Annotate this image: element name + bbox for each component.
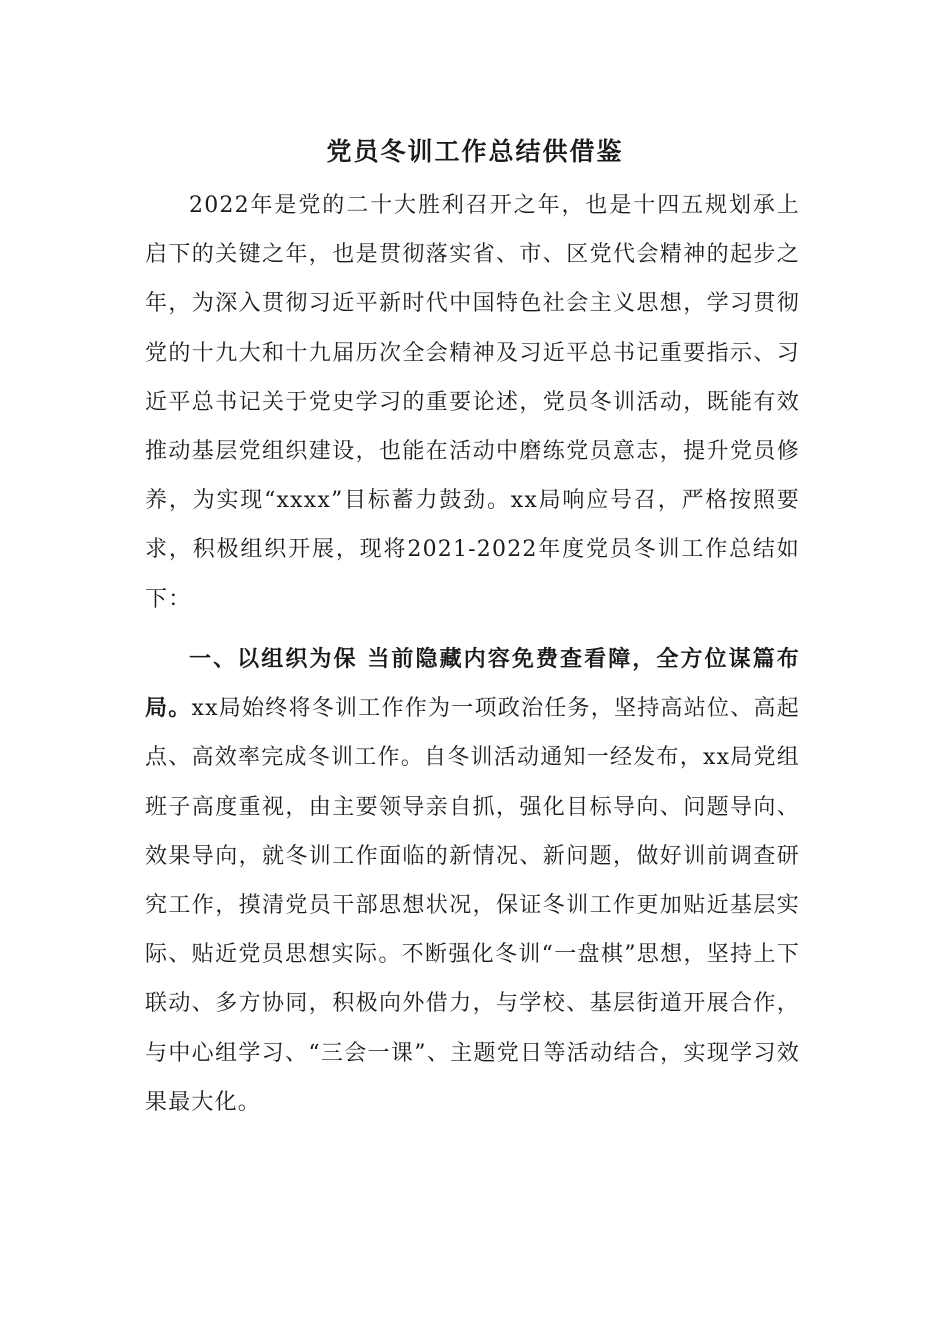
intro-paragraph-text: 2022年是党的二十大胜利召开之年，也是十四五规划承上启下的关键之年，也是贯彻落实省、市、区党代会精神的起步之年，为深入贯彻习近平新时代中国特色社会主义思想，学习贯彻党的十九大和十九届历次全会精神及习近平总书记重要指示、习近平总书记关于党史学习的重要论述，党员冬训活动，既能有效推动基层党组织建设，也能在活动中磨练党员意志，提升党员修养，为实现“xxxx”目标蓄力鼓劲。xx局响应号召，严格按照要求，积极组织开展，现将2021-2022年度党员冬训工作总结如下： <box>145 193 800 612</box>
section-one-heading: 一、以组织为保 当前隐藏内容免费查看障，全方位谋篇布局。 <box>145 646 800 722</box>
document-title: 党员冬训工作总结供借鉴 <box>326 137 624 166</box>
section-one-body: xx局始终将冬训工作作为一项政治任务，坚持高站位、高起点、高效率完成冬训工作。自冬训活动通知一经发布，xx局党组班子高度重视，由主要领导亲自抓，强化目标导向、问题导向、效果导向，就冬训工作面临的新情况、新问题，做好训前调查研究工作，摸清党员干部思想状况，保证冬训工作更加贴近基层实际、贴近党员思想实际。不断强化冬训“一盘棋”思想，坚持上下联动、多方协同，积极向外借力，与学校、基层街道开展合作，与中心组学习、“三会一课”、主题党日等活动结合，实现学习效果最大化。 <box>145 696 801 1115</box>
intro-paragraph <box>145 181 800 624</box>
section-one-paragraph <box>145 635 800 1127</box>
